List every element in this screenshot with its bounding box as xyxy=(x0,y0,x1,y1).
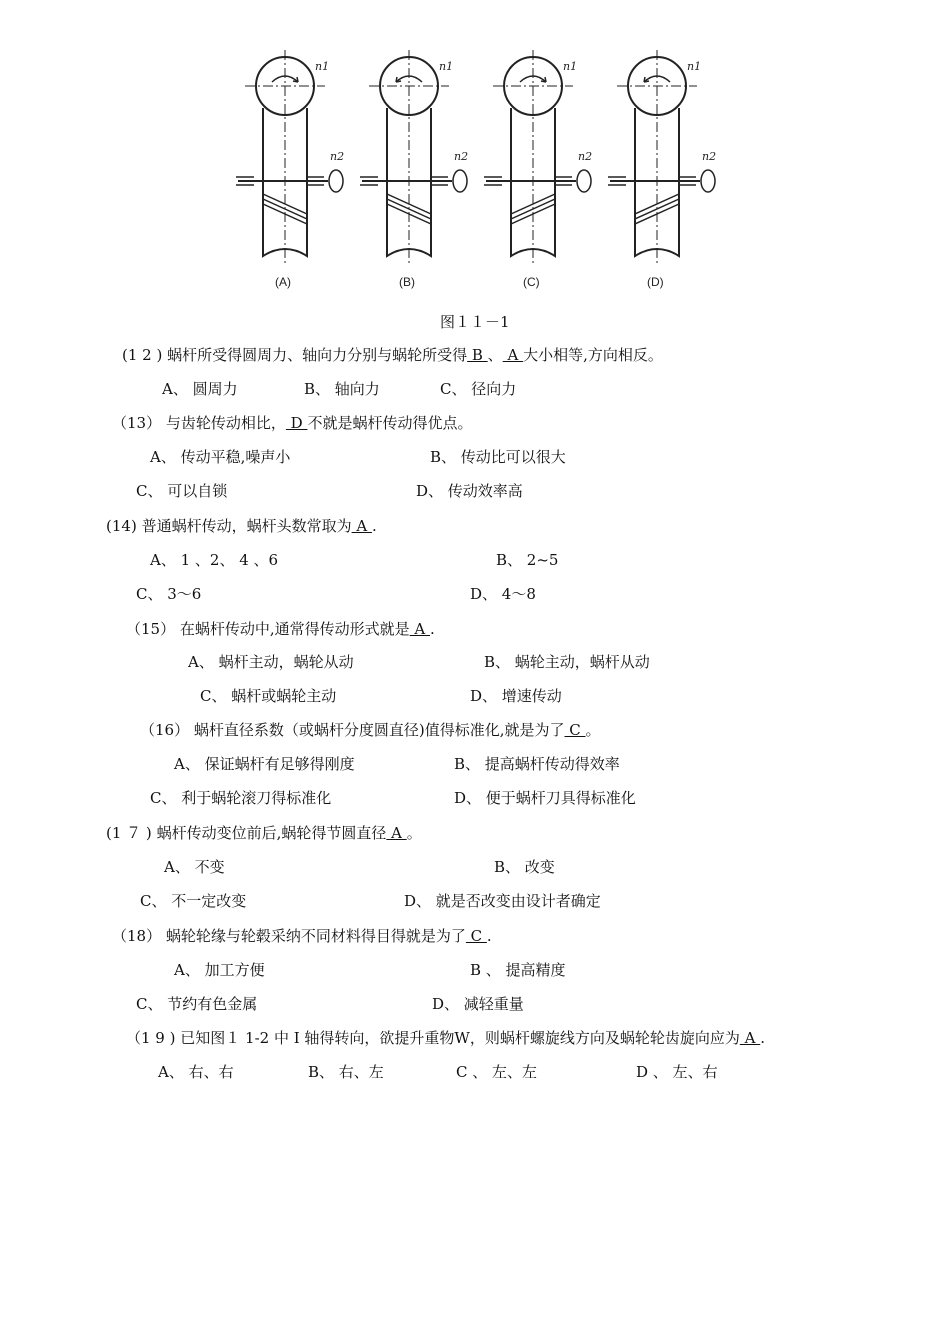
n1-label: n1 xyxy=(439,60,454,73)
question-text: . xyxy=(371,517,377,535)
question-number: (1 2 ) xyxy=(122,346,163,364)
question-text: 与齿轮传动相比， xyxy=(161,414,286,432)
option-c: C 、 左、左 xyxy=(456,1063,538,1081)
answer-blank-1: A xyxy=(351,517,372,535)
question-12 xyxy=(122,345,663,365)
question-text: 普通蜗杆传动，蜗杆头数常取为 xyxy=(136,517,352,535)
option-a: A、 传动平稳,噪声小 xyxy=(150,448,291,466)
question-text: 蜗轮轮缘与轮毂采纳不同材料得目得就是为了 xyxy=(161,927,466,945)
question-text: . xyxy=(486,927,492,945)
shaft-rotation-marker xyxy=(453,170,467,192)
option-b: B、 提高蜗杆传动得效率 xyxy=(454,755,620,773)
worm-drive-b xyxy=(360,50,468,289)
question-number: (14) xyxy=(106,517,137,535)
option-a: A、 加工方便 xyxy=(174,961,265,979)
question-text: 蜗杆所受得圆周力、轴向力分别与蜗轮所受得 xyxy=(162,346,468,364)
answer-blank-1: A xyxy=(739,1029,761,1047)
question-17 xyxy=(106,823,422,843)
worm-gear-figure xyxy=(228,46,728,296)
n2-label: n2 xyxy=(330,150,345,163)
n2-label: n2 xyxy=(702,150,717,163)
option-d: D、 减轻重量 xyxy=(432,995,524,1013)
option-a: A、 蜗杆主动，蜗轮从动 xyxy=(188,653,354,671)
panel-label: (A) xyxy=(275,275,291,289)
option-b: B、 蜗轮主动，蜗杆从动 xyxy=(484,653,650,671)
option-b: B、 2~5 xyxy=(496,551,559,569)
option-b: B、 改变 xyxy=(494,858,555,876)
answer-blank-1: A xyxy=(409,620,431,638)
question-number: （13） xyxy=(112,414,162,432)
question-16 xyxy=(140,720,601,740)
option-c: C、 不一定改变 xyxy=(140,892,247,910)
option-c: C、 利于蜗轮滚刀得标准化 xyxy=(150,789,332,807)
option-d: D、 便于蜗杆刀具得标准化 xyxy=(454,789,636,807)
question-text: 不就是蜗杆传动得优点。 xyxy=(307,414,473,432)
shaft-rotation-marker xyxy=(577,170,591,192)
option-a: A、 不变 xyxy=(164,858,225,876)
option-c: C、 径向力 xyxy=(440,380,517,398)
question-text: 大小相等,方向相反。 xyxy=(523,346,663,364)
n1-label: n1 xyxy=(315,60,330,73)
panel-label: (D) xyxy=(647,275,664,289)
answer-blank-1: D xyxy=(285,414,308,432)
question-text: 。 xyxy=(406,824,422,842)
option-c: C、 蜗杆或蜗轮主动 xyxy=(200,687,337,705)
worm-drive-d xyxy=(608,50,716,289)
figure-caption: 图１１－1 xyxy=(440,313,510,331)
question-text: 蜗杆直径系数（或蜗杆分度圆直径)值得标准化,就是为了 xyxy=(189,721,565,739)
question-number: (1 ７ ) xyxy=(106,824,152,842)
question-text: 已知图１ 1-2 中 I 轴得转向，欲提升重物W，则蜗杆螺旋线方向及蜗轮轮齿旋向应为 xyxy=(175,1029,740,1047)
question-number: （1 9 ) xyxy=(126,1029,176,1047)
option-b: B、 轴向力 xyxy=(304,380,380,398)
option-c: C、 3～6 xyxy=(136,585,202,603)
question-number: （18） xyxy=(112,927,162,945)
option-d: D、 4～8 xyxy=(470,585,536,603)
question-number: （15） xyxy=(126,620,176,638)
option-a: A、 保证蜗杆有足够得刚度 xyxy=(174,755,355,773)
question-13 xyxy=(112,413,472,433)
option-d: D、 增速传动 xyxy=(470,687,562,705)
option-d: D、 传动效率高 xyxy=(416,482,523,500)
option-a: A、 右、右 xyxy=(158,1063,234,1081)
worm-drive-a xyxy=(236,50,344,289)
answer-blank-1: A xyxy=(386,824,407,842)
shaft-rotation-marker xyxy=(329,170,343,192)
panel-label: (C) xyxy=(523,275,540,289)
question-text: . xyxy=(430,620,435,638)
n2-label: n2 xyxy=(578,150,593,163)
answer-blank-1: C xyxy=(465,927,487,945)
n1-label: n1 xyxy=(563,60,578,73)
worm-drive-c xyxy=(484,50,592,289)
question-text: . xyxy=(760,1029,765,1047)
n1-label: n1 xyxy=(687,60,702,73)
question-15 xyxy=(126,619,435,639)
option-c: C、 节约有色金属 xyxy=(136,995,258,1013)
worm-gear-diagram xyxy=(228,46,728,296)
answer-blank-2: A xyxy=(502,346,524,364)
option-a: A、 1 、2、 4 、6 xyxy=(150,551,279,569)
question-14 xyxy=(106,516,377,536)
option-b: B 、 提高精度 xyxy=(470,961,566,979)
question-text: 蜗杆传动变位前后,蜗轮得节圆直径 xyxy=(151,824,387,842)
option-b: B、 传动比可以很大 xyxy=(430,448,566,466)
option-d: D、 就是否改变由设计者确定 xyxy=(404,892,601,910)
answer-blank-1: C xyxy=(564,721,586,739)
n2-label: n2 xyxy=(454,150,469,163)
option-d: D 、 左、右 xyxy=(636,1063,718,1081)
question-18 xyxy=(112,926,492,946)
question-number: （16） xyxy=(140,721,190,739)
question-text: 。 xyxy=(585,721,601,739)
question-text: 、 xyxy=(487,346,503,364)
option-c: C、 可以自锁 xyxy=(136,482,228,500)
question-text: 在蜗杆传动中,通常得传动形式就是 xyxy=(175,620,410,638)
answer-blank-1: B xyxy=(467,346,488,364)
option-b: B、 右、左 xyxy=(308,1063,384,1081)
question-19 xyxy=(126,1028,765,1048)
panel-label: (B) xyxy=(399,275,415,289)
shaft-rotation-marker xyxy=(701,170,715,192)
option-a: A、 圆周力 xyxy=(162,380,238,398)
